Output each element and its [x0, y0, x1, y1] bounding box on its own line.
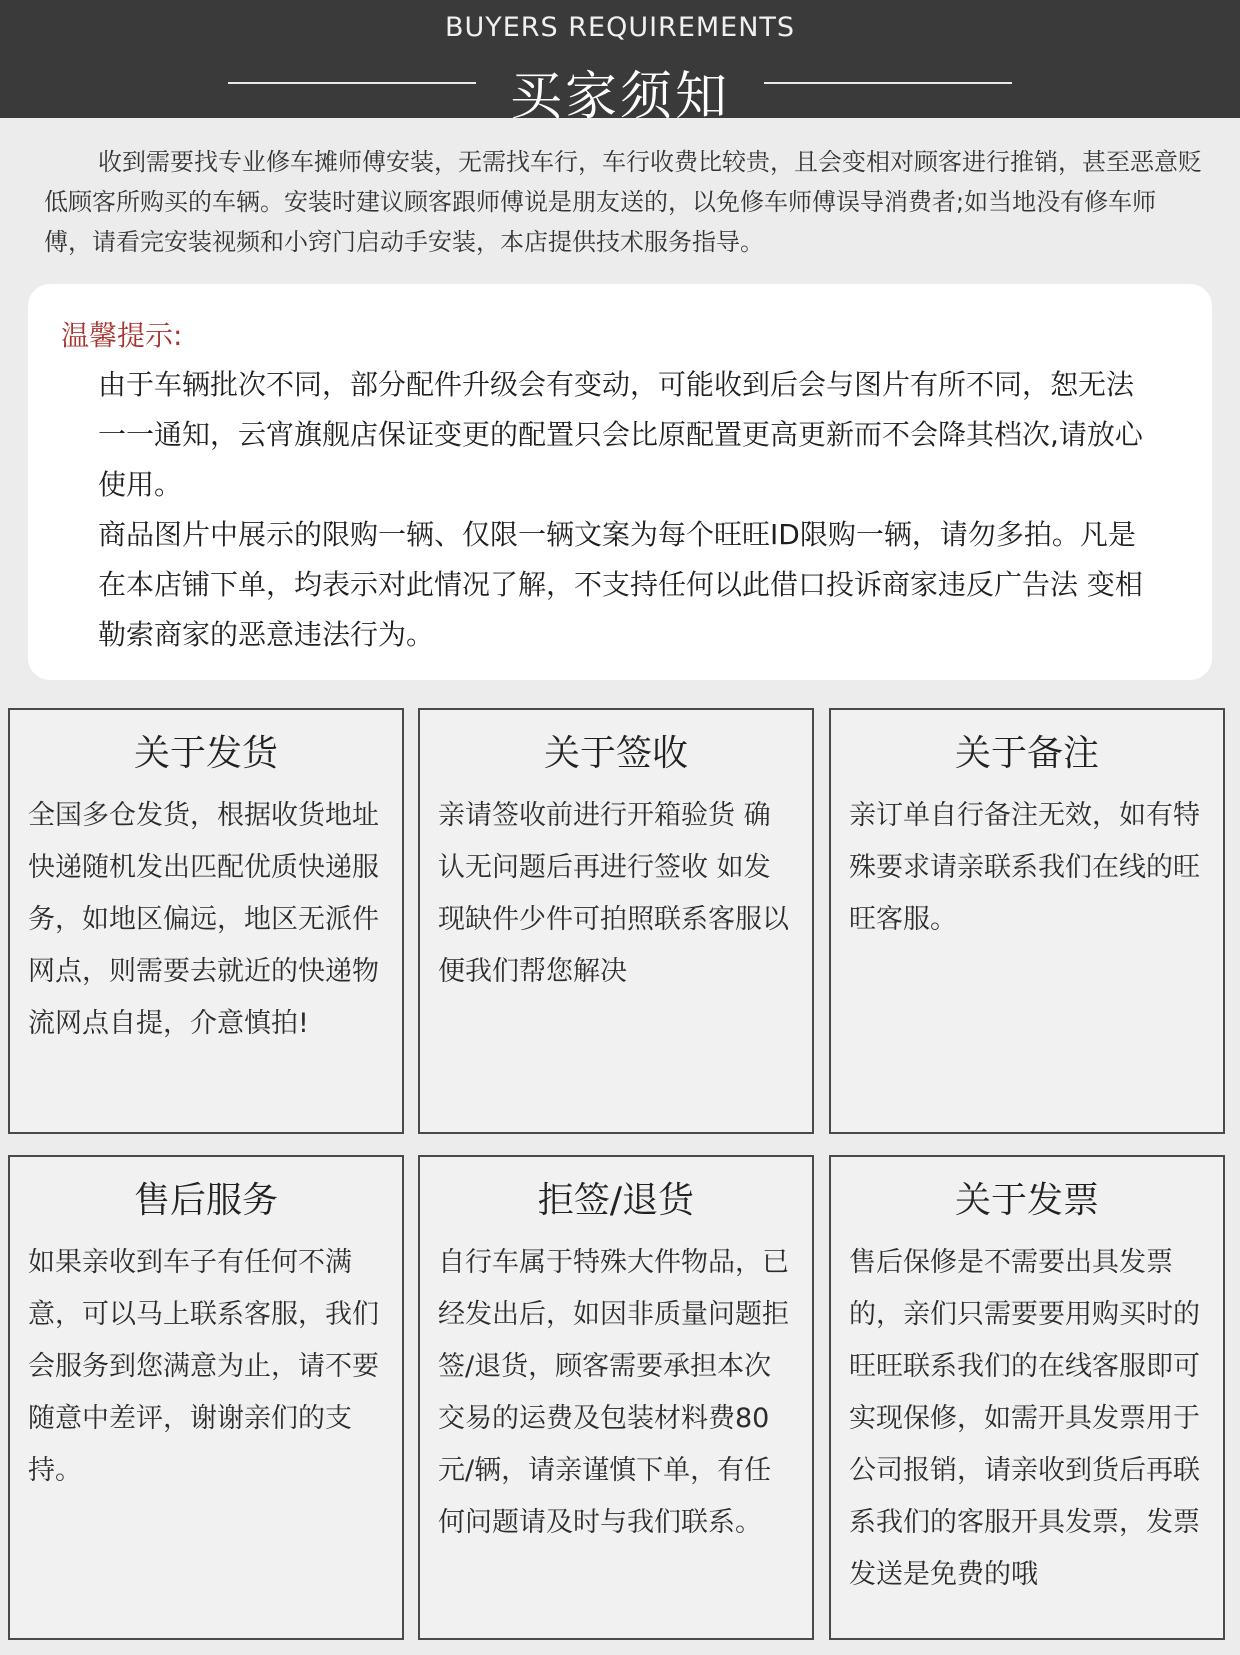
card-receipt [418, 708, 814, 1134]
header-title-en: BUYERS REQUIREMENTS [444, 12, 796, 43]
tip-paragraph-1: 由于车辆批次不同，部分配件升级会有变动，可能收到后会与图片有所不同，恕无法一一通知，云宵旗舰店保证变更的配置只会比原配置更高更新而不会降其档次,请放心使用。 [98, 368, 1143, 501]
card-title: 关于发票 [954, 1180, 1099, 1221]
header-divider-right [764, 82, 1012, 84]
card-after-sales [8, 1155, 404, 1640]
card-title: 关于备注 [954, 733, 1099, 774]
intro-paragraph: 收到需要找专业修车摊师傅安装，无需找车行，车行收费比较贵，且会变相对顾客进行推销，甚至恶意贬低顾客所购买的车辆。安装时建议顾客跟师傅说是朋友送的，以免修车师傅误导消费者;如当地没有修车师傅，请看完安装视频和小窍门启动手安装，本店提供技术服务指导。 [44, 148, 1202, 256]
card-body: 亲订单自行备注无效，如有特殊要求请亲联系我们在线的旺旺客服。 [849, 800, 1200, 935]
header-title-cn: 买家须知 [509, 67, 730, 127]
card-body: 亲请签收前进行开箱验货 确认无问题后再进行签收 如发现缺件少件可拍照联系客服以便我们帮您解决 [438, 800, 789, 987]
card-body: 如果亲收到车子有任何不满意，可以马上联系客服，我们会服务到您满意为止，请不要随意中差评，谢谢亲们的支持。 [28, 1247, 379, 1486]
card-title: 关于签收 [543, 733, 688, 774]
tip-paragraph-2: 商品图片中展示的限购一辆、仅限一辆文案为每个旺旺ID限购一辆，请勿多拍。凡是在本店铺下单，均表示对此情况了解，不支持任何以此借口投诉商家违反广告法 变相勒索商家的恶意违法行为。 [98, 518, 1143, 651]
card-invoice [829, 1155, 1225, 1640]
tip-title: 温馨提示: [61, 319, 183, 352]
card-body: 自行车属于特殊大件物品，已经发出后，如因非质量问题拒签/退货，顾客需要承担本次交易的运费及包装材料费80元/辆，请亲谨慎下单，有任何问题请及时与我们联系。 [438, 1247, 789, 1538]
card-title: 拒签/退货 [537, 1180, 695, 1221]
card-title: 关于发货 [133, 733, 278, 774]
card-body: 全国多仓发货，根据收货地址快递随机发出匹配优质快递服务，如地区偏远，地区无派件网点，则需要去就近的快递物流网点自提，介意慎拍! [28, 800, 379, 1039]
header-banner [0, 0, 1240, 127]
card-title: 售后服务 [133, 1180, 278, 1221]
card-refusal-return [418, 1155, 814, 1640]
card-body: 售后保修是不需要出具发票的，亲们只需要要用购买时的旺旺联系我们的在线客服即可实现保修，如需开具发票用于公司报销，请亲收到货后再联系我们的客服开具发票，发票发送是免费的哦 [849, 1247, 1200, 1590]
card-shipping [8, 708, 404, 1134]
card-notes [829, 708, 1225, 1134]
